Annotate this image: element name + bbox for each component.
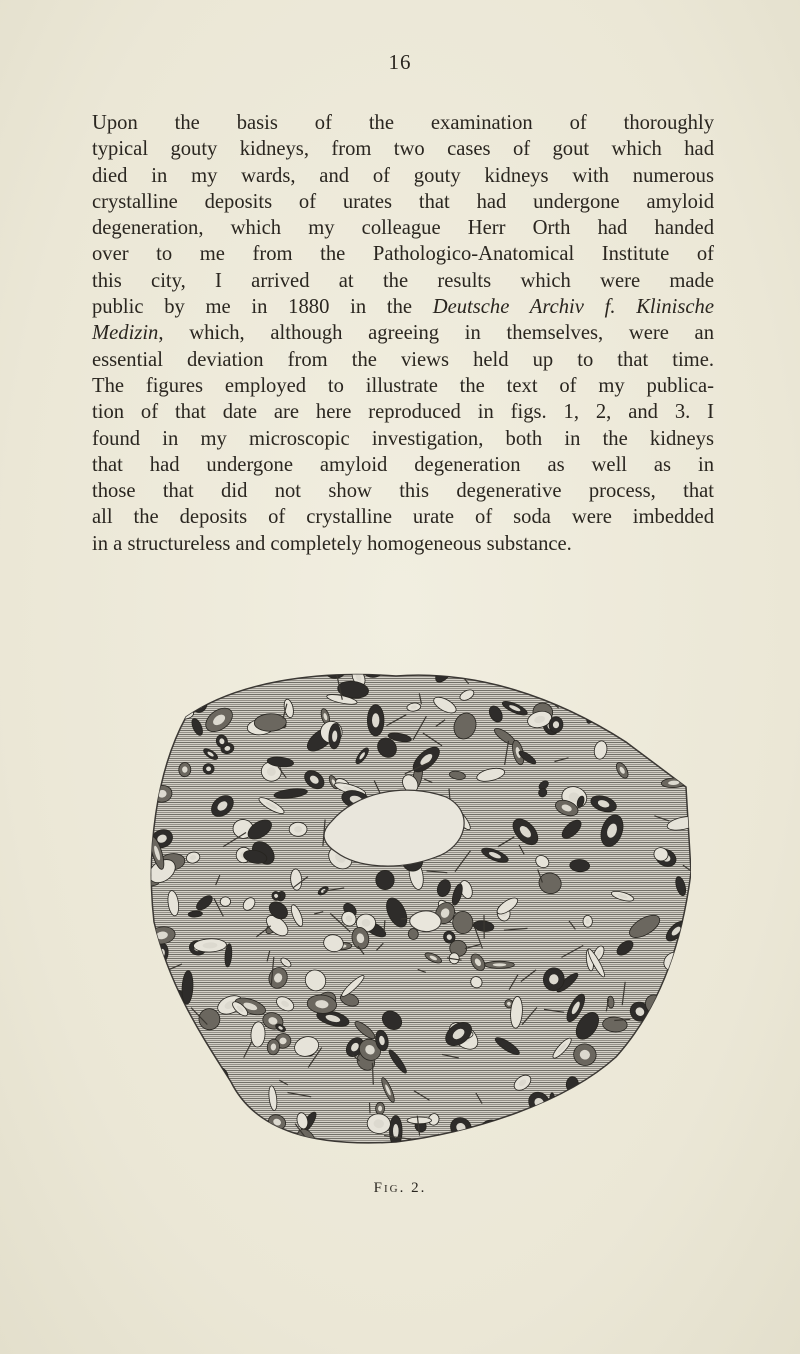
tubule-lumen xyxy=(648,1067,664,1083)
tubule-cross-section xyxy=(611,1076,629,1095)
tubule-cross-section xyxy=(585,707,597,724)
text-line: over to me from the Pathologico-Anatomical Institute of xyxy=(92,243,714,266)
tubule-lumen xyxy=(552,1105,563,1115)
tubule-cross-section xyxy=(146,749,158,774)
crystal-needle xyxy=(203,1112,206,1130)
tubule-cross-section xyxy=(149,1082,166,1101)
tubule-lumen xyxy=(155,1122,161,1132)
crystal-needle xyxy=(204,1133,222,1147)
text-line: died in my wards, and of gouty kidneys with numerous xyxy=(92,164,714,187)
tubule-lumen xyxy=(543,1131,552,1140)
tubule-lumen xyxy=(574,1108,578,1120)
tubule-cross-section xyxy=(639,674,664,698)
text-line: essential deviation from the views held up to that time. xyxy=(92,348,714,371)
text-line: crystalline deposits of urates that had undergone amyloid xyxy=(92,190,714,213)
tubule-cross-section xyxy=(151,1116,165,1138)
text-line: degeneration, which my colleague Herr Orth had handed xyxy=(92,217,714,240)
text-line: this city, I arrived at the results which were made xyxy=(92,269,714,292)
crystal-needle xyxy=(146,682,169,683)
tubule-cross-section xyxy=(219,662,256,680)
text-line: in a structureless and completely homogeneous substance. xyxy=(92,532,572,555)
crystal-needle xyxy=(466,1137,468,1147)
text-line: typical gouty kidneys, from two cases of gout which had xyxy=(92,138,714,161)
crystal-needle xyxy=(506,1128,525,1143)
tubule-cross-section xyxy=(616,1108,643,1136)
crystal-needle xyxy=(587,1140,596,1141)
text-line: all the deposits of crystalline urate of soda were imbedded xyxy=(92,506,714,529)
crystal-needle xyxy=(663,1046,682,1052)
tubule-lumen xyxy=(188,1059,194,1066)
tubule-cross-section xyxy=(146,738,162,762)
tubule-cross-section xyxy=(234,675,242,686)
page-number: 16 xyxy=(388,50,412,74)
figure-caption: Fig. 2. xyxy=(373,1180,427,1196)
text-line: Medizin, which, although agreeing in themselves, were an xyxy=(92,322,714,345)
tubule-cross-section xyxy=(224,1129,244,1147)
journal-title-cont: Medizin xyxy=(92,322,159,345)
journal-title: Deutsche Archiv f. Klinische xyxy=(432,296,714,319)
tubule-cross-section xyxy=(559,1099,580,1116)
tubule-lumen xyxy=(564,1104,574,1112)
tubule-cross-section xyxy=(537,1125,558,1146)
tubule-lumen xyxy=(493,963,506,966)
tubule-cross-section xyxy=(616,1122,634,1141)
tubule-cross-section xyxy=(187,1091,216,1126)
tubule-cross-section xyxy=(637,1116,657,1136)
tubule-cross-section xyxy=(375,870,394,890)
crystal-needle xyxy=(153,1090,171,1093)
tubule-lumen xyxy=(146,755,152,766)
tubule-cross-section xyxy=(670,662,691,683)
tubule-lumen xyxy=(575,1098,589,1112)
tubule-cross-section xyxy=(200,1092,227,1120)
tubule-cross-section xyxy=(593,1130,606,1139)
tubule-cross-section xyxy=(166,1100,180,1134)
tubule-cross-section xyxy=(651,730,667,739)
tubule-lumen xyxy=(616,1082,624,1091)
engraving-svg xyxy=(146,662,691,1147)
tubule-cross-section xyxy=(611,1071,628,1084)
tubule-cross-section xyxy=(184,1055,198,1070)
crystal-needle xyxy=(578,1127,583,1147)
tubule-lumen xyxy=(185,1108,195,1115)
crystal-needle xyxy=(200,1105,212,1111)
body-paragraph xyxy=(92,110,714,557)
tubule-cross-section xyxy=(407,1117,431,1124)
tubule-cross-section xyxy=(154,678,189,709)
tubule-cross-section xyxy=(609,1076,630,1105)
crystal-needle xyxy=(370,1103,371,1114)
crystal-needle xyxy=(209,670,233,674)
tubule-cross-section xyxy=(654,662,674,672)
tubule-cross-section xyxy=(572,1101,580,1127)
tubule-cross-section xyxy=(638,662,647,674)
crystal-needle xyxy=(658,724,665,732)
crystal-needle xyxy=(152,1044,163,1048)
text-line: The figures employed to illustrate the text of my publica- xyxy=(92,374,714,397)
tubule-cross-section xyxy=(566,1090,597,1122)
tubule-lumen xyxy=(675,1102,684,1110)
tubule-cross-section xyxy=(146,1052,170,1082)
tubule-cross-section xyxy=(148,739,165,762)
tubule-lumen xyxy=(229,662,245,671)
tubule-cross-section xyxy=(246,1123,269,1147)
tubule-cross-section xyxy=(174,1030,200,1040)
tubule-lumen xyxy=(389,662,399,669)
crystal-needle xyxy=(499,1132,506,1145)
crystal-needle xyxy=(238,663,244,669)
small-vessel-lumen xyxy=(410,911,441,932)
text-line: Upon the basis of the examination of thoroughly xyxy=(92,112,714,134)
crystal-needle xyxy=(161,1105,163,1132)
text-line: that had undergone amyloid degeneration as well as in xyxy=(92,453,714,476)
text-line: found in my microscopic investigation, both in the kidneys xyxy=(92,427,714,450)
tubule-lumen xyxy=(150,1060,162,1074)
tubule-cross-section xyxy=(146,1101,159,1120)
tubule-lumen xyxy=(393,1124,399,1138)
tubule-cross-section xyxy=(219,1101,235,1118)
crystal-needle xyxy=(146,697,156,699)
tubule-cross-section xyxy=(383,662,405,676)
tubule-cross-section xyxy=(669,1097,690,1115)
kidney-section-engraving xyxy=(146,662,691,1147)
tubule-lumen xyxy=(362,919,371,927)
tubule-lumen xyxy=(666,1042,678,1056)
text-line: those that did not show this degenerative process, that xyxy=(92,480,714,503)
tubule-cross-section xyxy=(635,662,654,681)
crystal-needle xyxy=(384,920,385,931)
tubule-lumen xyxy=(616,1075,624,1081)
tubule-cross-section xyxy=(148,1055,170,1076)
tubule-lumen xyxy=(331,667,340,674)
crystal-needle xyxy=(533,1123,545,1144)
tubule-cross-section xyxy=(146,697,162,720)
tubule-lumen xyxy=(659,662,668,667)
tubule-lumen xyxy=(146,1107,152,1116)
tubule-cross-section xyxy=(659,1034,686,1066)
tubule-cross-section xyxy=(179,1103,200,1119)
tubule-lumen xyxy=(236,678,239,683)
tubule-cross-section xyxy=(220,897,231,907)
text-line: public by me in 1880 in the Deutsche Archiv f. Klinische xyxy=(92,296,714,319)
tubule-cross-section xyxy=(638,1057,674,1092)
tubule-cross-section xyxy=(545,1099,568,1122)
tubule-lumen xyxy=(372,713,379,727)
tubule-cross-section xyxy=(660,662,684,678)
text-line: tion of that date are here reproduced in figs. 1, 2, and 3. I xyxy=(92,401,714,424)
tubule-cross-section xyxy=(567,1136,582,1147)
